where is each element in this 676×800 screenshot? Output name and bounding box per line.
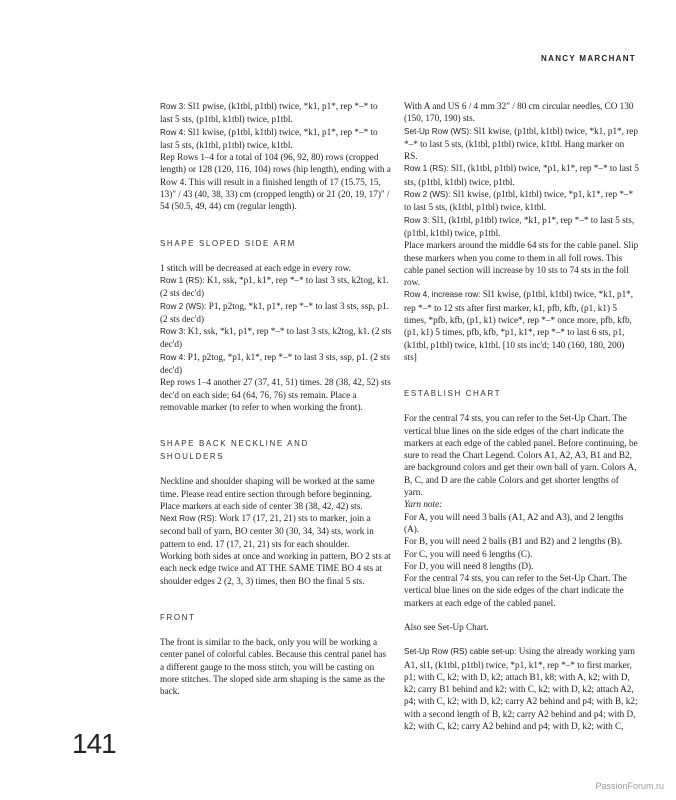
row-label: Row 3: — [404, 215, 430, 225]
row-text: Work 17 (17, 21, 21) sts to marker, join a second ball of yarn, BO center 30 (30, 34, 34) sts, work in pattern to end. 17 (17, 21, 21) sts for each shoulder. — [160, 513, 374, 549]
setup-row-instruction — [404, 125, 639, 163]
row-label: Row 4: — [160, 352, 186, 362]
row-text: K1, ssk, *p1, k1*, rep *–* to last 3 sts, k2tog, k1. (2 sts dec'd) — [160, 274, 389, 299]
yarn-b-note: For B, you will need 2 balls (B1 and B2) and 2 lengths (B). — [404, 536, 623, 547]
establish-paragraph: For the central 74 sts, you can refer to the Set-Up Chart. The vertical blue lines on the side edges of the chart indicate the markers at each edge of the cabled panel. Before continuing, be sure to read the Chart Legend. Colors A1, A2, A3, B1 and B2, are background colors and get their own ball of yarn. Colors A, B, C, and D are the cable Colors and get shorter lengths of yarn. — [404, 413, 638, 498]
cast-on-paragraph: With A and US 6 / 4 mm 32" / 80 cm circular needles, CO 130 (150, 170, 190) sts. — [404, 101, 634, 124]
row-label: Row 4, increase row: — [404, 290, 481, 300]
front-paragraph: The front is similar to the back, only you will be working a center panel of colorful cables. Because this central panel has a different gauge to the moss stitch, you will be casting on more stitches. The sloped side arm shaping is the same as the back. — [160, 636, 387, 697]
front-row-2 — [404, 188, 639, 214]
row-label: Row 1 (RS): — [404, 164, 449, 174]
row-label: Row 1 (RS): — [160, 275, 205, 285]
sloped-repeat-paragraph: Rep rows 1–4 another 27 (37, 41, 51) times. 28 (38, 42, 52) sts dec'd on each side; 64 (64, 76, 76) sts remain. Place a removable marker (to refer to when working the front). — [160, 377, 391, 412]
sloped-row-2 — [160, 300, 392, 326]
yarn-d-note: For D, you will need 8 lengths (D). — [404, 560, 534, 571]
row-label: Row 3: — [160, 327, 186, 337]
section-heading-establish-chart: ESTABLISH CHART — [404, 389, 502, 399]
row-text: Sl1 kwise, (p1tbl, k1tbl) twice, *k1, p1*, rep *–* to 12 sts after first marker, k1, pfb, kfb, (p1, k1) 5 times, *pfb, kfb, (p1, k1) twice*, rep *–* once more, pfb, kfb, (p1, k1) 5 times, pfb, kfb, *p1, k1*, rep *–* to last 6 sts, p1, (k1tbl, p1tbl) twice, k1tbl. [10 sts inc'd; 140 (160, 180, 200) sts] — [404, 289, 634, 362]
central-reference-paragraph: For the central 74 sts, you can refer to the Set-Up Chart. The vertical blue lines on the side edges of the chart indicate the markers at each edge of the cabled panel. — [404, 573, 627, 608]
row-text: Sl1, (k1tbl, p1tbl) twice, *p1, k1*, rep *–* to last 5 sts, (p1tbl, k1tbl) twice, p1tbl. — [404, 163, 639, 187]
section-heading-front: FRONT — [160, 612, 196, 622]
row-4-increase-instruction — [404, 288, 639, 363]
row-text: Using the already working yarn A1, sl1, (k1tbl, p1tbl) twice, *p1, k1*, rep *–* to first marker, p1; with C, k2; with D, k2; attach B1, k8; with A, k2; with D, k2; carry B1 behind and k2; with C, k2; with D, k2; attach A2, p4; with C, k2; with D, k2; carry A2 behind and p4; with B, k2; with a second length of B, k2; carry A2 behind and p4; with D, k2; with C, k2; carry A2 behind and p4; with D, k2; with C, — [404, 646, 638, 732]
section-heading-sloped-arm: SHAPE SLOPED SIDE ARM — [160, 238, 296, 248]
sloped-row-3 — [160, 325, 392, 351]
row-4-instruction — [160, 126, 392, 152]
cable-setup-instruction — [404, 645, 639, 732]
yarn-c-note: For C, you will need 6 lengths (C). — [404, 548, 533, 559]
right-column — [404, 100, 639, 732]
row-text: P1, p2tog, *p1, k1*, rep *–* to last 3 sts, ssp, p1. (2 sts dec'd) — [160, 351, 390, 376]
row-label: Row 2 (WS): — [404, 190, 451, 200]
row-label: Set-Up Row (RS) cable set-up: — [404, 647, 517, 657]
author-name: NANCY MARCHANT — [541, 54, 636, 63]
page-number: 141 — [72, 728, 116, 759]
row-text: Sl1 kwise, (p1tbl, k1tbl) twice, *k1, p1*, rep *–* to last 5 sts, (k1tbl, p1tbl) twice, k1tbl. Hang marker on RS. — [404, 125, 638, 162]
row-text: K1, ssk, *k1, p1*, rep *–* to last 3 sts, k2tog, k1. (2 sts dec'd) — [160, 326, 392, 350]
row-text: Sl1 kwise, (p1tbl, k1tbl) twice, *p1, k1*, rep *–* to last 5 sts, (k1tbl, p1tbl) twice, k1tbl. — [404, 189, 634, 213]
row-text: Sl1, (k1tbl, p1tbl) twice, *k1, p1*, rep *–* to last 5 sts, (p1tbl, k1tbl) twice, p1tbl. — [404, 214, 635, 238]
front-row-1 — [404, 162, 639, 188]
watermark: PassionForum.ru — [595, 781, 664, 791]
row-text: Sl1 kwise, (p1tbl, k1tbl) twice, *k1, p1*, rep *–* to last 5 sts, (k1tbl, p1tbl) twice, k1tbl. — [160, 126, 378, 150]
next-row-instruction — [160, 512, 392, 550]
decrease-note: 1 stitch will be decreased at each edge in every row. — [160, 262, 351, 273]
sloped-row-4 — [160, 351, 392, 377]
both-sides-paragraph: Working both sides at once and working in pattern, BO 2 sts at each neck edge twice and AT THE SAME TIME BO 4 sts at shoulder edges 2 (2, 3, 3) times, then BO the final 5 sts. — [160, 551, 391, 586]
row-label: Next Row (RS): — [160, 514, 217, 524]
row-label: Row 2 (WS): — [160, 301, 207, 311]
also-see-note: Also see Set-Up Chart. — [404, 621, 489, 632]
place-markers-paragraph: Place markers around the middle 64 sts for the cable panel. Slip these markers when you come to them in all foll rows. This cable panel section will increase by 10 sts to 74 sts in the foll row. — [404, 240, 639, 288]
section-heading-neckline: SHAPE BACK NECKLINE AND — [160, 439, 309, 449]
yarn-a-note: For A, you will need 3 balls (A1, A2 and A3), and 2 lengths (A). — [404, 511, 624, 534]
row-label: Row 3: — [160, 102, 186, 111]
neckline-markers: Place markers at each side of center 38 (38, 42, 42) sts. — [160, 500, 363, 511]
row-text: Sl1 pwise, (k1tbl, p1tbl) twice, *k1, p1*, rep *–* to last 5 sts, (p1tbl, k1tbl) twice, p1tbl. — [160, 101, 378, 125]
repeat-rows-paragraph: Rep Rows 1–4 for a total of 104 (96, 92, 80) rows (cropped length) or 128 (120, 116, 104) rows (hip length), ending with a Row 4. This will result in a finished length of 17 (15.75, 15, 13)" / 43 (40, 38, 33) cm (cropped length) or 21 (20, 19, 17)" / 54 (50.5, 49, 44) cm (regular length). — [160, 152, 391, 212]
row-text: P1, p2tog, *k1, p1*, rep *–* to last 3 sts, ssp, p1. (2 sts dec'd) — [160, 300, 389, 324]
section-heading-neckline-cont: SHOULDERS — [160, 452, 225, 462]
left-column — [160, 100, 392, 697]
row-3-instruction — [160, 100, 392, 126]
sloped-row-1 — [160, 274, 392, 300]
yarn-note-label: Yarn note: — [404, 499, 443, 510]
row-label: Set-Up Row (WS): — [404, 126, 472, 136]
front-row-3 — [404, 214, 639, 240]
neckline-intro: Neckline and shoulder shaping will be worked at the same time. Please read entire section through before beginning. — [160, 476, 375, 499]
row-label: Row 4: — [160, 127, 186, 137]
